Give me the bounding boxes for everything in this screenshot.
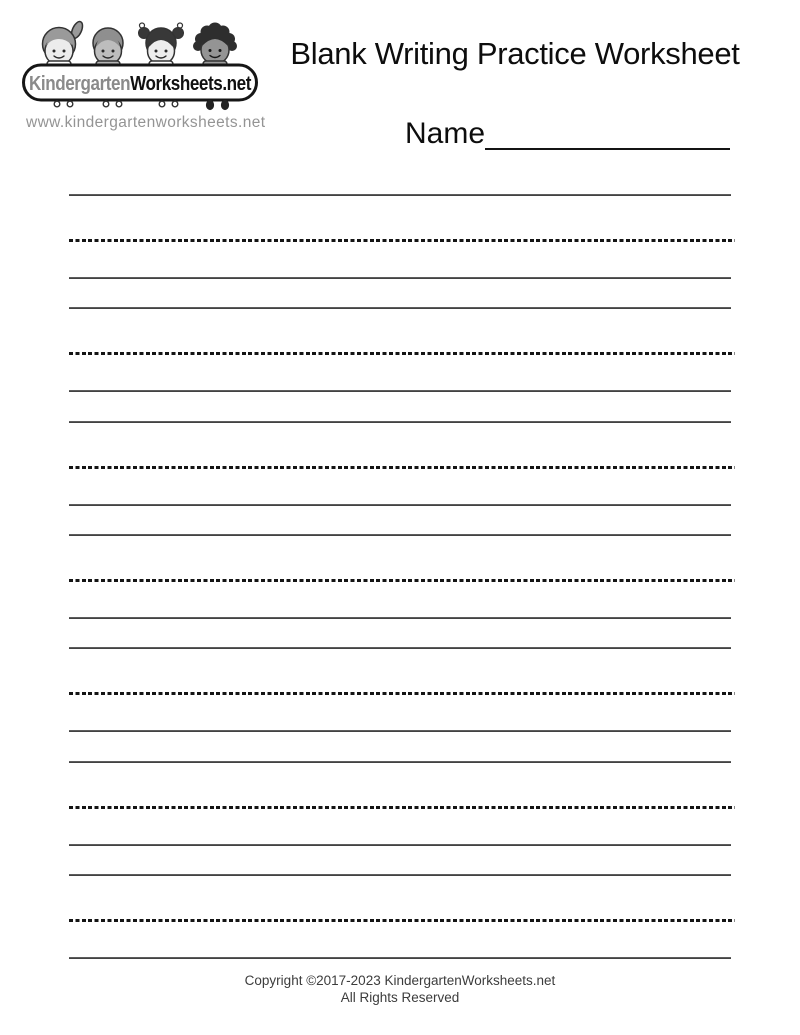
writing-line-solid bbox=[69, 534, 731, 536]
writing-line-solid bbox=[69, 957, 731, 959]
writing-line-solid bbox=[69, 874, 731, 876]
worksheet-title: Blank Writing Practice Worksheet bbox=[290, 36, 740, 71]
writing-line-dashed bbox=[69, 352, 735, 355]
writing-line-solid bbox=[69, 307, 731, 309]
name-label: Name bbox=[405, 117, 486, 150]
writing-line-dashed bbox=[69, 692, 735, 695]
logo-sign-bar bbox=[24, 65, 260, 100]
boy-gray-hair-icon bbox=[93, 28, 123, 69]
writing-line-solid bbox=[69, 730, 731, 732]
copyright-text: Copyright ©2017-2023 KindergartenWorksheets.net bbox=[244, 973, 556, 988]
writing-rows bbox=[69, 194, 731, 964]
girl-black-pigtails-icon bbox=[139, 23, 184, 69]
writing-line-solid bbox=[69, 647, 731, 649]
writing-line-solid bbox=[69, 504, 731, 506]
writing-line-solid bbox=[69, 421, 731, 423]
kids-logo-illustration bbox=[20, 12, 260, 114]
writing-line-solid bbox=[69, 844, 731, 846]
website-url: www.kindergartenworksheets.net bbox=[26, 114, 266, 131]
writing-line-dashed bbox=[69, 579, 735, 582]
boy-dark-curly-hair-icon bbox=[193, 23, 237, 70]
logo-wordmark: KindergartenWorksheets.net bbox=[29, 73, 260, 95]
writing-line-dashed bbox=[69, 466, 735, 469]
writing-line-solid bbox=[69, 194, 731, 196]
name-field bbox=[405, 116, 730, 150]
girl-gray-ponytail-icon bbox=[43, 20, 85, 69]
logo-feet bbox=[54, 101, 228, 110]
logo bbox=[20, 12, 260, 114]
footer bbox=[0, 972, 800, 1007]
writing-line-solid bbox=[69, 390, 731, 392]
writing-line-dashed bbox=[69, 919, 735, 922]
writing-line-dashed bbox=[69, 806, 735, 809]
writing-line-solid bbox=[69, 617, 731, 619]
writing-line-dashed bbox=[69, 239, 735, 242]
writing-line-solid bbox=[69, 761, 731, 763]
rights-text: All Rights Reserved bbox=[340, 990, 460, 1006]
writing-line-solid bbox=[69, 277, 731, 279]
name-blank-line[interactable] bbox=[485, 116, 730, 150]
